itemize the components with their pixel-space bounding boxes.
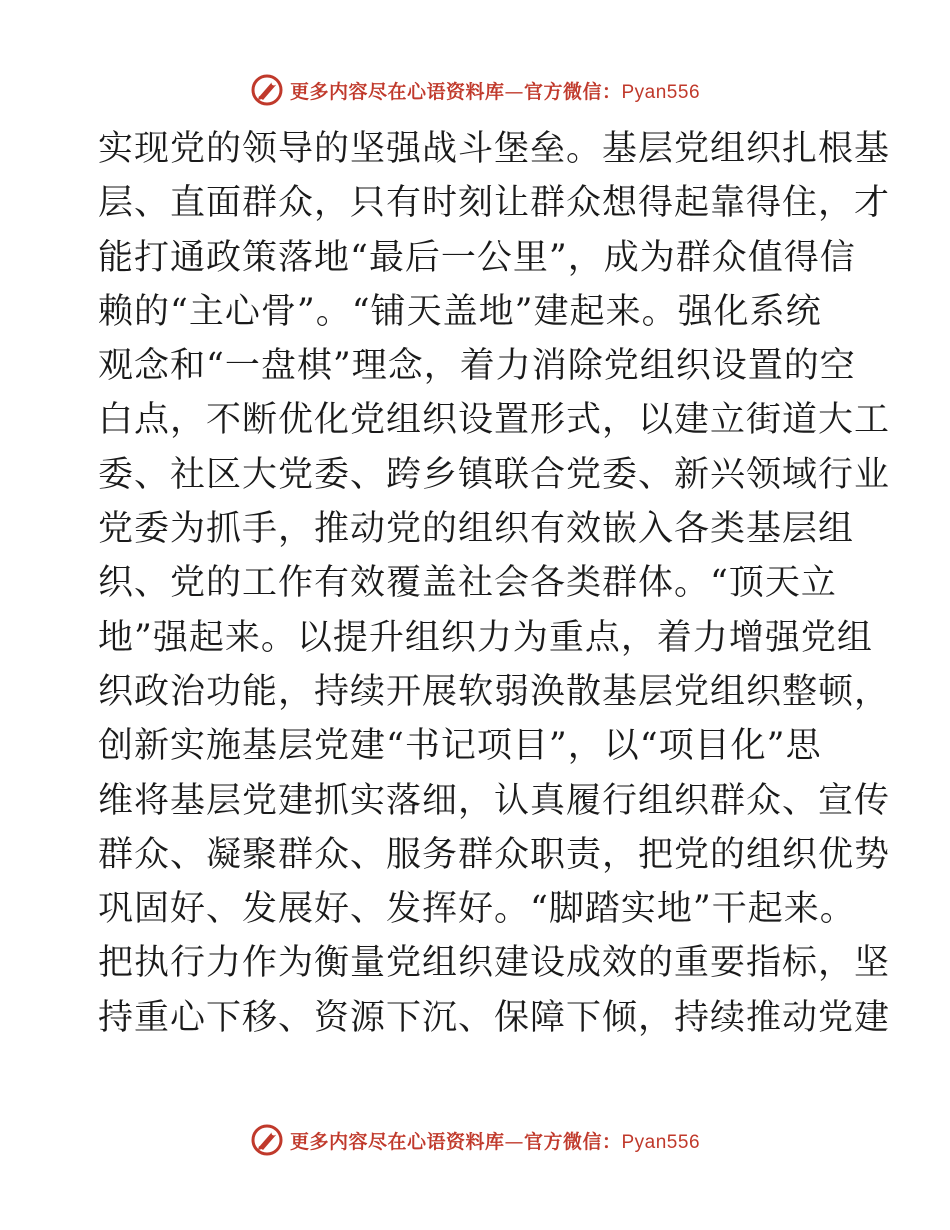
header-banner-text: [290, 77, 700, 104]
body-line: 维将基层党建抓实落细，认真履行组织群众、宣传: [98, 780, 891, 821]
header-wechat-id: Pyan556: [621, 81, 701, 103]
body-line: 织、党的工作有效覆盖社会各类群体。“顶天立: [98, 563, 837, 604]
header-site-text: 更多内容尽在心语资料库: [289, 80, 505, 103]
footer-wechat-label: 官方微信：: [523, 1130, 622, 1153]
body-line: 层、直面群众，只有时刻让群众想得起靠得住，才: [98, 183, 891, 224]
body-line: 群众、凝聚群众、服务群众职责，把党的组织优势: [98, 834, 891, 875]
article-body: [98, 122, 891, 1045]
header-wechat-label: 官方微信：: [523, 80, 622, 103]
body-line: 实现党的领导的坚强战斗堡垒。基层党组织扎根基: [98, 129, 891, 169]
body-line: 赖的“主心骨”。“铺天盖地”建起来。强化系统: [98, 291, 822, 332]
body-line: 创新实施基层党建“书记项目”，以“项目化”思: [98, 726, 822, 767]
body-line: 织政治功能，持续开展软弱涣散基层党组织整顿，: [98, 671, 891, 712]
body-line: 委、社区大党委、跨乡镇联合党委、新兴领域行业: [98, 454, 891, 495]
body-line: 党委为抓手，推动党的组织有效嵌入各类基层组: [98, 509, 855, 550]
header-banner: [0, 70, 950, 110]
body-line: 巩固好、发展好、发挥好。“脚踏实地”干起来。: [98, 889, 856, 930]
body-line: 能打通政策落地“最后一公里”，成为群众值得信: [98, 237, 856, 278]
footer-separator: —: [504, 1130, 524, 1153]
red-quill-logo-icon: [250, 73, 284, 107]
body-line: 地”强起来。以提升组织力为重点，着力增强党组: [98, 617, 873, 658]
footer-banner: [0, 1120, 950, 1160]
header-separator: —: [504, 80, 524, 103]
footer-site-text: 更多内容尽在心语资料库: [289, 1130, 505, 1153]
body-line: 白点，不断优化党组织设置形式，以建立街道大工: [98, 400, 891, 441]
footer-banner-text: [290, 1127, 700, 1154]
footer-wechat-id: Pyan556: [621, 1131, 701, 1153]
body-line: 观念和“一盘棋”理念，着力消除党组织设置的空: [98, 346, 856, 387]
body-line: 把执行力作为衡量党组织建设成效的重要指标，坚: [98, 943, 891, 984]
body-line: 持重心下移、资源下沉、保障下倾，持续推动党建: [98, 997, 891, 1038]
red-quill-logo-icon: [250, 1123, 284, 1157]
